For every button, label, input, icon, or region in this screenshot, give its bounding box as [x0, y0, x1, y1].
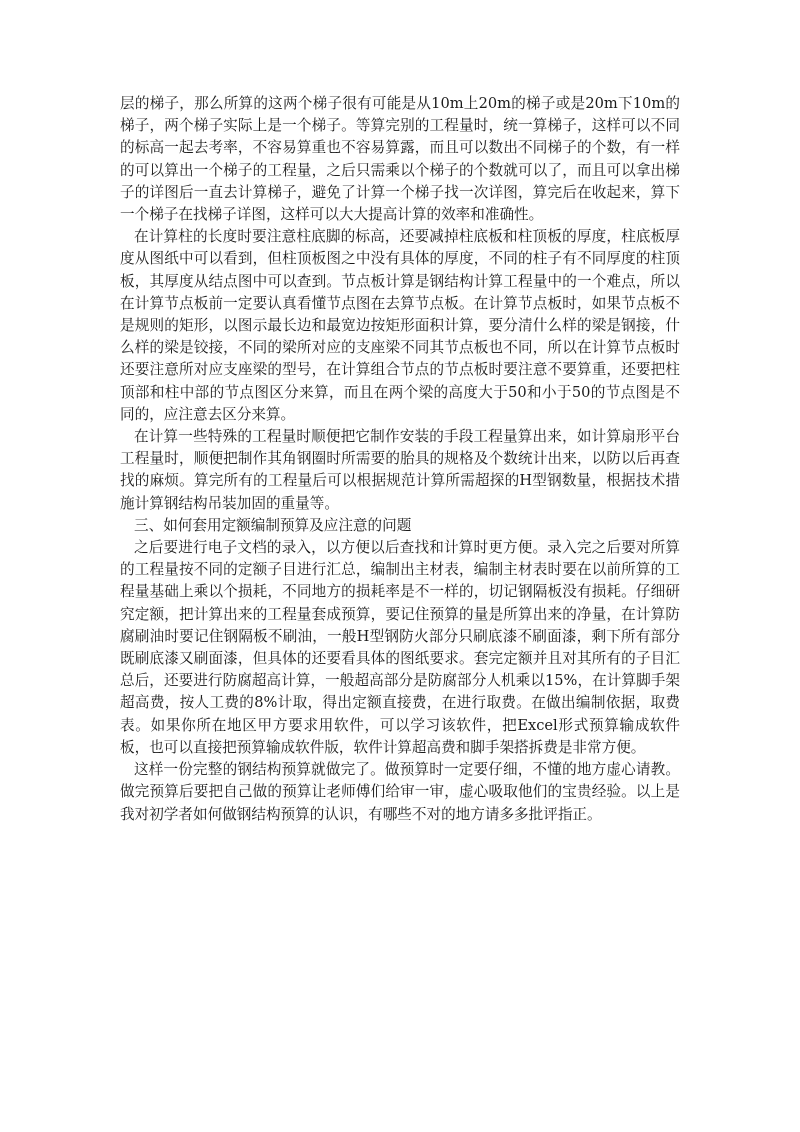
section-heading-budget: 三、如何套用定额编制预算及应注意的问题 — [134, 516, 412, 534]
paragraph-column-length: 在计算柱的长度时要注意柱底脚的标高，还要减掉柱底板和柱顶板的厚度，柱底板厚度从图纸中可以看到，但柱顶板图之中没有具体的厚度，不同的柱子有不同厚度的柱顶板，其厚度从结点图中可以查到。节点板计算是钢结构计算工程量中的一个难点，所以在计算节点板前一定要认真看懂节点图在去算节点板。在计算节点板时，如果节点板不是规则的矩形，以图示最长边和最宽边按矩形面积计算，要分清什么样的梁是钢接，什么样的梁是铰接，不同的梁所对应的支座梁不同其节点板也不同，所以在计算节点板时还要注意所对应支座梁的型号，在计算组合节点的节点板时要注意不要算重，还要把柱顶部和柱中部的节点图区分来算，而且在两个梁的高度大于50和小于50的节点图是不同的，应注意去区分来算。 — [120, 228, 680, 423]
paragraph-special-quantities: 在计算一些特殊的工程量时顺便把它制作安装的手段工程量算出来，如计算扇形平台工程量时，顺便把制作其角钢圈时所需要的胎具的规格及个数统计出来，以防以后再查找的麻烦。算完所有的工程量后可以根据规范计算所需超探的H型钢数量，根据技术措施计算钢结构吊装加固的重量等。 — [120, 428, 680, 512]
paragraph-conclusion: 这样一份完整的钢结构预算就做完了。做预算时一定要仔细，不懂的地方虚心请教。做完预算后要把自己做的预算让老师傅们给审一审，虚心吸取他们的宝贵经验。以上是我对初学者如何做钢结构预算的认识，有哪些不对的地方请多多批评指正。 — [120, 761, 680, 823]
document-body — [120, 93, 680, 826]
paragraph-ladder-continued: 层的梯子，那么所算的这两个梯子很有可能是从10m上20m的梯子或是20m下10m的梯子，两个梯子实际上是一个梯子。等算完别的工程量时，统一算梯子，这样可以不同的标高一起去考率，不容易算重也不容易算露，而且可以数出不同梯子的个数，有一样的可以算出一个梯子的工程量，之后只需乘以个梯子的个数就可以了，而且可以拿出梯子的详图后一直去计算梯子，避免了计算一个梯子找一次详图，算完后在收起来，算下一个梯子在找梯子详图，这样可以大大提高计算的效率和准确性。 — [120, 95, 680, 224]
paragraph-budget-entry: 之后要进行电子文档的录入，以方便以后查找和计算时更方便。录入完之后要对所算的工程量按不同的定额子目进行汇总，编制出主材表，编制主材表时要在以前所算的工程量基础上乘以个损耗，不同地方的损耗率是不一样的，切记钢隔板没有损耗。仔细研究定额，把计算出来的工程量套成预算，要记住预算的量是所算出来的净量，在计算防腐刷油时要记住钢隔板不刷油，一般H型钢防火部分只刷底漆不刷面漆，剩下所有部分既刷底漆又刷面漆，但具体的还要看具体的图纸要求。套完定额并且对其所有的子目汇总后，还要进行防腐超高计算，一般超高部分是防腐部分人机乘以15%，在计算脚手架超高费，按人工费的8%计取，得出定额直接费，在进行取费。在做出编制依据，取费表。如果你所在地区甲方要求用软件，可以学习该软件，把Excel形式预算输成软件板，也可以直接把预算输成软件版，软件计算超高费和脚手架搭拆费是非常方便。 — [120, 539, 680, 756]
